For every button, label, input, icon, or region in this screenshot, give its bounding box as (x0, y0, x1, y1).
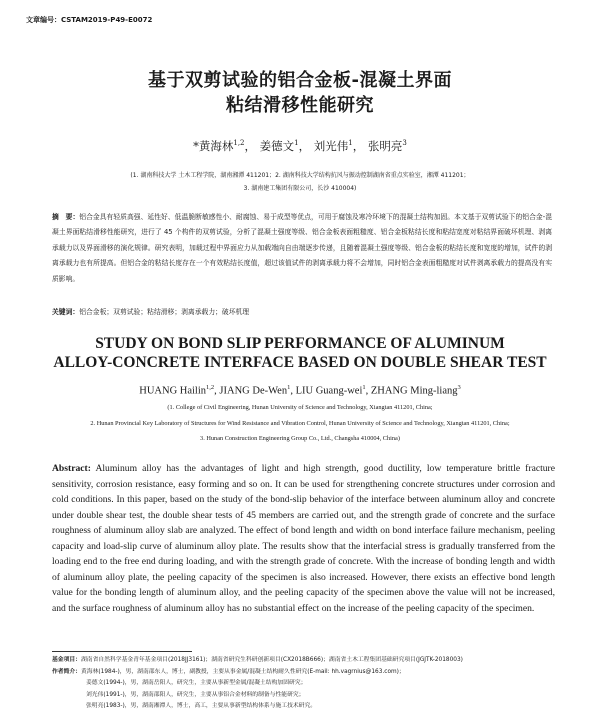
cn-keywords-text: 铝合金板；双剪试验；粘结滑移；剥离承载力；破坏机理 (79, 308, 250, 316)
en-author-sup: 1 (287, 384, 291, 391)
en-authors (0, 384, 600, 397)
article-number: 文章编号：CSTAM2019-P49-E0072 (26, 16, 153, 24)
cn-author-sup: 1 (294, 139, 299, 148)
en-affiliation-line2: 2. Hunan Provincial Key Laboratory of Structures for Wind Resistance and Vibration Control, Hunan University of Science and Technology, Xiangtan 411201, China; (90, 420, 510, 427)
cn-author: 姜德文 (259, 139, 295, 153)
cn-author: *黄海林 (193, 139, 234, 153)
cn-abstract (52, 210, 552, 287)
cn-authors (0, 138, 600, 154)
en-affiliation-line1: (1. College of Civil Engineering, Hunan University of Science and Technology, Xiangtan 411201, China; (167, 404, 433, 411)
bio-footnote (52, 667, 552, 679)
cn-author-sup: 1,2 (233, 139, 245, 148)
cn-author-sup: 1 (348, 139, 353, 148)
cn-affiliation-line2: 3. 湖南建工集团有限公司，长沙 410004) (243, 185, 357, 192)
bio-label: 作者简介： (52, 668, 81, 675)
en-author-sup: 3 (457, 384, 461, 391)
cn-abstract-label: 摘 要： (52, 213, 80, 221)
en-author: LIU Guang-wei (295, 385, 363, 397)
en-author-sup: 1,2 (206, 384, 215, 391)
en-title-line2: ALLOY-CONCRETE INTERFACE BASED ON DOUBLE SHEAR TEST (53, 354, 547, 371)
cn-title-line1: 基于双剪试验的铝合金板-混凝土界面 (148, 70, 452, 91)
en-affiliation-line3: 3. Hunan Construction Engineering Group Co., Ltd., Changsha 410004, China) (200, 435, 400, 442)
bio-line: 刘光伟(1991-)，男，湖南邵阳人，研究生，主要从事铝合金材料的制备与性能研究； (86, 691, 305, 698)
separator: ， (244, 139, 256, 153)
en-abstract-label: Abstract: (52, 463, 91, 474)
bio-line: 张明亮(1983-)，男，湖南湘潭人，博士，高工，主要从事新型结构体系与施工技术研究。 (86, 703, 317, 709)
cn-author-sup: 3 (402, 139, 407, 148)
cn-affiliation-line1: (1. 湖南科技大学 土木工程学院，湖南湘潭 411201；2. 湖南科技大学结构抗风与振动控制湖南省重点实验室，湘潭 411201； (130, 172, 470, 179)
en-abstract-text: Aluminum alloy has the advantages of light and high strength, good ductility, low temperature brittle fracture sensitivity, corrosion resistance, easy forming and so on. It can be used for strengthening concrete structures under corrosion and cold conditions. In this paper, based on the study of the bond-slip behavior of the interface between aluminum alloy and concrete under double shear test, the double shear tests of 45 members are carried out, and the strength grade of concrete and the surface roughness of aluminum alloy slab are analyzed. The effect of bond length and width on bond interface failure mechanism, peeling capacity and load-slip curve of aluminum alloy plate. The results show that the interfacial stress is gradually transferred from the loading end to the free end during loading, and with the strength grade of concrete. With the increase of bonding length and width of aluminum alloy plate, the peeling capacity of the specimen is also increased. However, there exists an effective bond length value for the bonding length of aluminum alloy, and the peeling capacity of the specimen above the value will not be increased, and the surface roughness of aluminum alloy has no substantial effect on the increase of the peeling capacity of the specimen. (52, 463, 556, 614)
cn-keywords-label: 关键词： (52, 308, 80, 316)
bio-line: 姜德文(1994-)，男，湖南岳阳人，研究生，主要从事新型金属/混凝土结构加固研究； (86, 680, 307, 686)
separator: ， (298, 139, 311, 153)
separator: , (214, 385, 220, 397)
en-author: HUANG Hailin (139, 385, 207, 397)
en-author-sup: 1 (362, 384, 366, 391)
separator: ， (352, 139, 365, 153)
fund-label: 基金项目： (52, 657, 81, 663)
fund-footnote (52, 655, 552, 667)
bio-line: 黄海林(1984-)，男，湖南邵东人，博士，副教授，主要从事金属/混凝土结构耐久性研究(E-mail: hh.vagrnius@163.com)； (81, 668, 405, 675)
en-author: ZHANG Ming-liang (370, 385, 458, 397)
en-author: JIANG De-Wen (219, 385, 288, 397)
cn-title-line2: 粘结滑移性能研究 (226, 95, 374, 116)
separator: , (290, 385, 296, 397)
cn-author: 刘光伟 (313, 139, 349, 153)
footnotes (52, 655, 552, 713)
en-abstract (52, 461, 555, 616)
fund-text: 湖南省自然科学基金青年基金项目(2018JJ3161)；湖南省研究生科研创新项目(CX2018B666)；湖南省土木工程集团基础研究项目(JGJTK-2018003) (81, 657, 463, 663)
en-title-line1: STUDY ON BOND SLIP PERFORMANCE OF ALUMINUM (95, 335, 505, 352)
separator: , (365, 385, 371, 397)
cn-author: 张明亮 (367, 139, 403, 153)
cn-keywords (52, 306, 552, 316)
cn-abstract-text: 铝合金具有轻质高强、延性好、低温脆断敏感性小、耐腐蚀、易于成型等优点，可用于腐蚀及寒冷环境下的混凝土结构加固。本文基于双剪试验下的铝合金-混凝土界面粘结滑移性能研究，进行了 45 个构件的双剪试验，分析了混凝土强度等级、铝合金板表面粗糙度、铝合金板粘结长度和粘结宽度对粘结界面破坏机理、剥离承载力以及界面滑移的演化规律。研究表明，加载过程中界面应力从加载端向自由端逐步传递，且随着混凝土强度等级、铝合金板的粘结长度和宽度的增加，试件的剥离承载力也有所提高。但铝合金的粘结长度存在一个有效粘结长度值，超过该值试件的剥离承载力将不会增加，同时铝合金表面粗糙度对试件剥离承载力的提高没有实质影响。 (52, 213, 553, 283)
footnote-divider (52, 651, 192, 652)
